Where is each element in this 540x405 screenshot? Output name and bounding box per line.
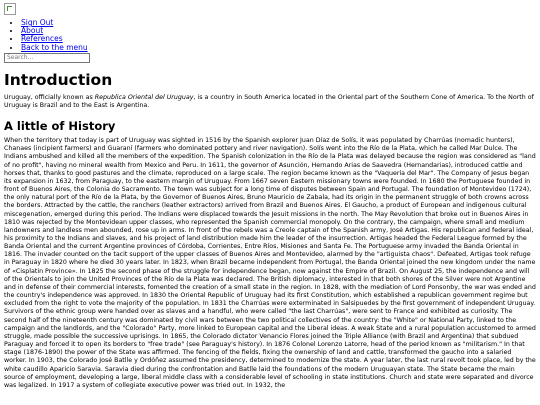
back-to-menu-link[interactable]: Back to the menu — [21, 42, 88, 52]
sign-out-link[interactable]: Sign Out — [21, 18, 54, 27]
nav-item-back-to-menu — [21, 44, 536, 52]
nav-item-about — [21, 27, 536, 35]
history-paragraph: When the territory that today is part of Uruguay was sighted in 1516 by the Spanish explorer Juan Díaz de Solís, it was populated by Charrúas (nomadic hunters), Chanaes (incipient farmers) and Guaraní (farmers who dominated pottery and river navigation). Solís went into the Río de la Plata, which he called Mar Dulce. The Indians ambushed and killed all the members of the expedition. The Spanish colonization in the Río de la Plata was delayed because the region was considered as "land of no profit", having no mineral wealth from Mexico and Peru. In 1611, the governor of Asunción, Hernando Arias de Saavedra (Hernandarias), introduced cattle and horses that, thanks to good pastures and the climate, reproduced on a large scale. The region became known as the "Vaquería del Mar". The Company of Jesus began its expansion in 1632, from Paraguay, to the eastern margin of Uruguay. From 1667 seven Eastern missionary towns were founded. In 1680 the Portuguese founded in front of Buenos Aires, the Colonia do Sacramento. The town was subject for a long time of disputes between Spain and Portugal. The foundation of Montevideo (1724), the only natural port of the Río de la Plata, by the Governor of Buenos Aires, Bruno Mauricio de Zabala, had its origin in the permanent struggle of both crowns across the borders. Attracted by the cattle, the ranchers (leather extractors) arrived from Brazil and Buenos Aires. El Gaucho, a product of European and indigenous cultural miscegenation, emerged during this period. The Indians were displaced towards the Jesuit missions in the north. The May Revolution that broke out in Buenos Aires in 1810 was rejected by the Montevidean upper classes, who represented the Spanish commercial monopoly. On the contrary, the campaign, where small and medium landowners and landless men abounded, rose up in arms. In front of the rebels was a Creole captain of the Spanish army, José Artigas. His republican and federal ideal, his proximity to the Indians and slaves, and his project of land distribution made him the leader of the insurrection. Artigas headed the Federal League formed by the Banda Oriental and the current Argentine provinces of Córdoba, Corrientes, Entre Ríos, Misiones and Santa Fe. The Portuguese army invaded the Banda Oriental in 1816. The invader counted on the tacit support of the upper classes of Buenos Aires and Montevideo, alarmed by the "artiguista chaos". Defeated, Artigas took refuge in Paraguay in 1820 where he died 30 years later. In 1823, when Brazil became independent from Portugal, the Banda Oriental joined the new kingdom under the name of «Cisplatin Province». In 1825 the second phase of the struggle for independence began, now against the Empire of Brazil. On August 25, the independence and will of the Orientals to join the United Provinces of the Río de la Plata was declared. The British diplomacy, interested in that both shores of the Silver were not Argentine and in defense of their commercial interests, fomented the creation of a small state in the region. In 1828, with the mediation of Lord Ponsonby, the war was ended and the country's independence was approved. In 1830 the Oriental Republic of Uruguay had its first Constitution, which established a republican government regime but excluded from the right to vote the majority of the population. In 1831 the Charrúas were exterminated in Salsipuedes by the first government of independent Uruguay. Survivors of the ethnic group were handed over as slaves and a handful, who were called "the last Charrúas", were sent to France and exhibited as curiosity. The second half of the nineteenth century was dominated by civil wars between the two political collectives of the country: the "White" or National Party, linked to the campaign and the landlords, and the "Colorado" Party, more linked to European capital and the Liberal ideas. A weak State and a rural population accustomed to armed struggle, made possible the successive uprisings. In 1865, the Colorado dictator Venancio Flores joined the Triple Alliance (with Brazil and Argentina) that subdued Paraguay and forced it to open its borders to "free trade" (see Paraguay's history). In 1876 Colonel Lorenzo Latorre, head of the period known as "militarism." In that stage (1876-1890) the power of the State was affirmed. The fencing of the fields, fixing the ownership of land and cattle, transformed the gaucho into a salaried worker. In 1903, the Colorado José Batlle y Ordóñez assumed the presidency, determined to modernize the state. A year later, the last rural revolt took place, led by the white caudillo Aparicio Saravia. Saravia died during the confrontation and Batlle laid the foundations of the modern Uruguayan state. The State became the main source of employment, developing a large, liberal middle class with a considerable level of schooling in state institutions. Church and state were separated and divorce was legalized. In 1917 a system of collegiate executive power was tried out. In 1932, the — [4, 137, 536, 389]
page-title: Introduction — [4, 70, 113, 89]
search-input[interactable] — [4, 53, 90, 63]
intro-paragraph — [4, 94, 536, 110]
official-name: Republica Oriental del Uruguay — [94, 93, 194, 101]
nav-item-sign-out — [21, 19, 536, 27]
nav-menu — [4, 19, 536, 52]
broken-image-icon — [4, 3, 16, 15]
nav-item-references — [21, 35, 536, 43]
intro-text-after: , is a country in South America located in the Oriental part of the Southern Cone of America. To the North of Uruguay is Brazil and to the East is Argentina. — [4, 93, 534, 109]
intro-text-before: Uruguay, officially known as — [4, 93, 95, 101]
search-bar — [4, 53, 536, 63]
references-link[interactable]: References — [21, 34, 63, 44]
history-heading: A little of History — [4, 119, 116, 134]
about-link[interactable]: About — [21, 26, 44, 36]
